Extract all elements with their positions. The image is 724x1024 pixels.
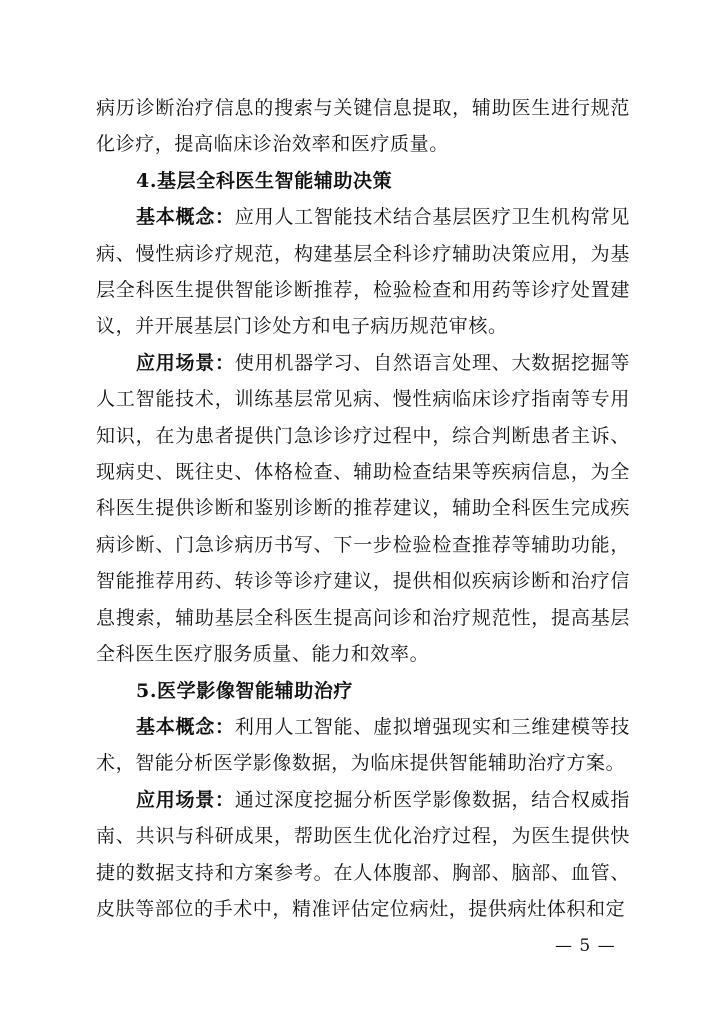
paragraph-continuation — [96, 90, 630, 163]
page-number: — 5 — — [555, 936, 616, 956]
paragraph-label: 应用场景： — [136, 351, 235, 374]
paragraph-text: 利用人工智能、虚拟增强现实和三维建模等技术，智能分析医学影像数据，为临床提供智能辅助治疗方案。 — [96, 715, 630, 775]
document-body — [96, 90, 630, 927]
paragraph-text: 应用人工智能技术结合基层医疗卫生机构常见病、慢性病诊疗规范，构建基层全科诊疗辅助决策应用，为基层全科医生提供智能诊断推荐，检验检查和用药等诊疗处置建议，并开展基层门诊处方和电子病历规范审核。 — [96, 206, 630, 338]
paragraph-label: 基本概念： — [136, 206, 235, 229]
paragraph-text: 病历诊断治疗信息的搜索与关键信息提取，辅助医生进行规范化诊疗，提高临床诊治效率和医疗质量。 — [96, 97, 630, 156]
paragraph-text: 通过深度挖掘分析医学影像数据，结合权威指南、共识与科研成果，帮助医生优化治疗过程，为医生提供快捷的数据支持和方案参考。在人体腹部、胸部、脑部、血管、皮肤等部位的手术中，精准评估定位病灶，提供病灶体积和定 — [96, 788, 630, 920]
paragraph-basic-concept-5 — [96, 709, 630, 782]
heading-text: 5.医学影像智能辅助治疗 — [136, 679, 354, 702]
paragraph-label: 应用场景： — [136, 788, 235, 811]
section-heading-4 — [96, 163, 630, 199]
paragraph-basic-concept-4 — [96, 199, 630, 345]
paragraph-application-scenario-4 — [96, 345, 630, 673]
paragraph-text: 使用机器学习、自然语言处理、大数据挖掘等人工智能技术，训练基层常见病、慢性病临床诊疗指南等专用知识，在为患者提供门急诊诊疗过程中，综合判断患者主诉、现病史、既往史、体格检查、辅助检查结果等疾病信息，为全科医生提供诊断和鉴别诊断的推荐建议，辅助全科医生完成疾病诊断、门急诊病历书写、下一步检验检查推荐等辅助功能，智能推荐用药、转诊等诊疗建议，提供相似疾病诊断和治疗信息搜索，辅助基层全科医生提高问诊和治疗规范性，提高基层全科医生医疗服务质量、能力和效率。 — [96, 351, 630, 666]
section-heading-5 — [96, 673, 630, 709]
heading-text: 4.基层全科医生智能辅助决策 — [136, 169, 393, 192]
paragraph-label: 基本概念： — [136, 715, 235, 738]
paragraph-application-scenario-5 — [96, 782, 630, 928]
